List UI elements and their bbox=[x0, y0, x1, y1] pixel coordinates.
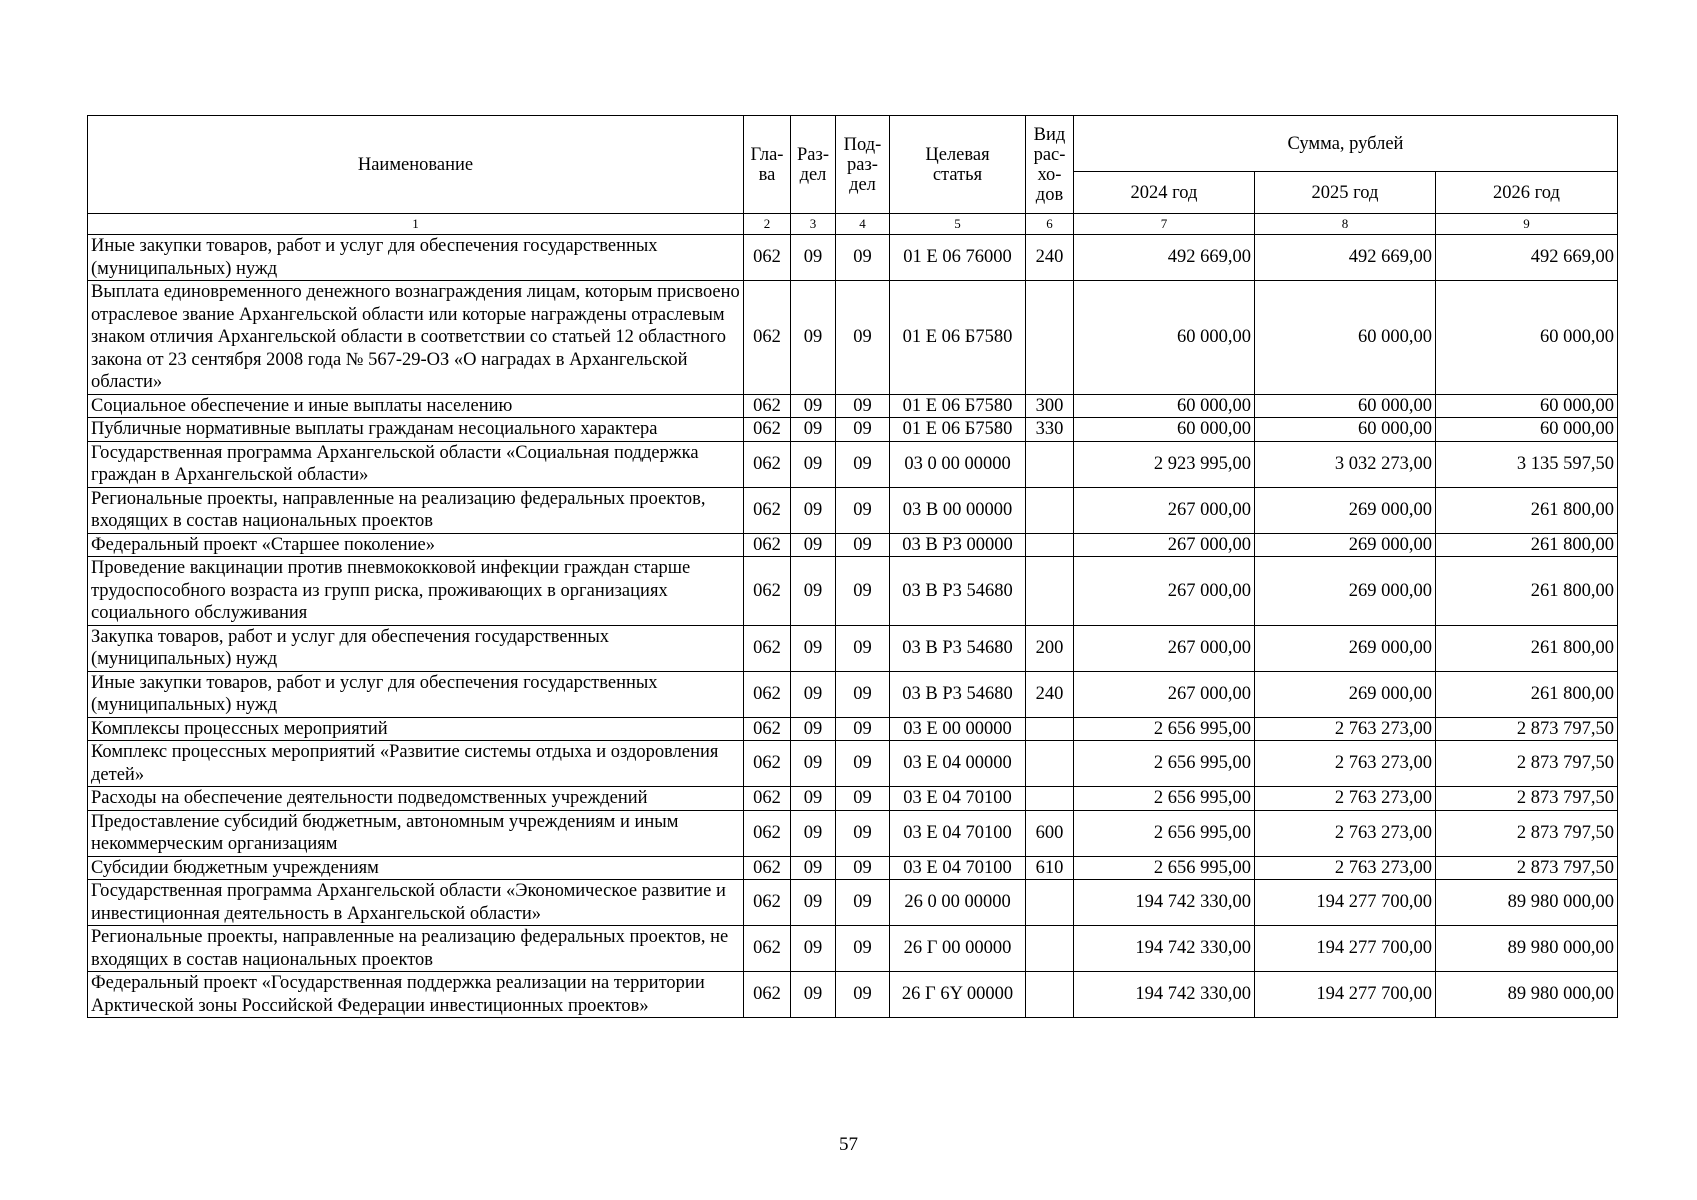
table-row bbox=[88, 394, 1618, 418]
header-year-2025: 2025 год bbox=[1255, 172, 1436, 214]
row-name: Иные закупки товаров, работ и услуг для обеспечения государственных (муниципальных) нужд bbox=[88, 235, 744, 281]
row-glava: 062 bbox=[744, 810, 791, 856]
table-row bbox=[88, 856, 1618, 880]
row-sum-2025: 492 669,00 bbox=[1255, 235, 1436, 281]
column-number: 6 bbox=[1026, 214, 1074, 235]
row-name: Публичные нормативные выплаты гражданам несоциального характера bbox=[88, 418, 744, 442]
row-name: Предоставление субсидий бюджетным, автономным учреждениям и иным некоммерческим организациям bbox=[88, 810, 744, 856]
row-sum-2024: 267 000,00 bbox=[1074, 625, 1255, 671]
table-row bbox=[88, 787, 1618, 811]
column-number: 9 bbox=[1436, 214, 1618, 235]
row-sum-2024: 2 656 995,00 bbox=[1074, 810, 1255, 856]
row-target: 03 В 00 00000 bbox=[890, 487, 1026, 533]
row-sum-2025: 2 763 273,00 bbox=[1255, 717, 1436, 741]
row-podrazdel: 09 bbox=[836, 441, 890, 487]
row-podrazdel: 09 bbox=[836, 487, 890, 533]
row-sum-2024: 267 000,00 bbox=[1074, 487, 1255, 533]
row-razdel: 09 bbox=[791, 281, 836, 395]
row-name: Расходы на обеспечение деятельности подведомственных учреждений bbox=[88, 787, 744, 811]
row-razdel: 09 bbox=[791, 856, 836, 880]
header-target bbox=[890, 116, 1026, 214]
row-podrazdel: 09 bbox=[836, 394, 890, 418]
row-sum-2026: 261 800,00 bbox=[1436, 557, 1618, 626]
header-podrazdel-text: Под- раз- дел bbox=[843, 134, 882, 195]
row-sum-2026: 261 800,00 bbox=[1436, 671, 1618, 717]
row-sum-2026: 2 873 797,50 bbox=[1436, 787, 1618, 811]
row-sum-2024: 194 742 330,00 bbox=[1074, 972, 1255, 1018]
table-body bbox=[88, 235, 1618, 1018]
row-glava: 062 bbox=[744, 625, 791, 671]
row-razdel: 09 bbox=[791, 557, 836, 626]
row-razdel: 09 bbox=[791, 533, 836, 557]
row-sum-2026: 261 800,00 bbox=[1436, 487, 1618, 533]
row-name: Государственная программа Архангельской области «Социальная поддержка граждан в Архангельской области» bbox=[88, 441, 744, 487]
row-vid: 600 bbox=[1026, 810, 1074, 856]
row-target: 03 Е 04 70100 bbox=[890, 810, 1026, 856]
row-target: 03 В Р3 54680 bbox=[890, 625, 1026, 671]
column-number: 5 bbox=[890, 214, 1026, 235]
page-number: 57 bbox=[839, 1134, 858, 1155]
row-sum-2025: 269 000,00 bbox=[1255, 533, 1436, 557]
row-podrazdel: 09 bbox=[836, 926, 890, 972]
row-vid: 330 bbox=[1026, 418, 1074, 442]
column-number: 1 bbox=[88, 214, 744, 235]
row-sum-2026: 261 800,00 bbox=[1436, 625, 1618, 671]
row-sum-2024: 2 656 995,00 bbox=[1074, 856, 1255, 880]
row-target: 03 В Р3 54680 bbox=[890, 671, 1026, 717]
row-sum-2026: 89 980 000,00 bbox=[1436, 926, 1618, 972]
row-vid bbox=[1026, 741, 1074, 787]
row-sum-2026: 492 669,00 bbox=[1436, 235, 1618, 281]
row-sum-2024: 2 656 995,00 bbox=[1074, 787, 1255, 811]
row-name: Иные закупки товаров, работ и услуг для обеспечения государственных (муниципальных) нужд bbox=[88, 671, 744, 717]
row-razdel: 09 bbox=[791, 972, 836, 1018]
row-target: 01 Е 06 Б7580 bbox=[890, 394, 1026, 418]
row-name: Проведение вакцинации против пневмококковой инфекции граждан старше трудоспособного возраста из групп риска, проживающих в организациях социального обслуживания bbox=[88, 557, 744, 626]
table-row bbox=[88, 810, 1618, 856]
row-razdel: 09 bbox=[791, 671, 836, 717]
row-sum-2025: 2 763 273,00 bbox=[1255, 741, 1436, 787]
row-vid: 240 bbox=[1026, 671, 1074, 717]
row-sum-2025: 60 000,00 bbox=[1255, 418, 1436, 442]
row-name: Социальное обеспечение и иные выплаты населению bbox=[88, 394, 744, 418]
header-vid bbox=[1026, 116, 1074, 214]
row-vid bbox=[1026, 557, 1074, 626]
row-razdel: 09 bbox=[791, 880, 836, 926]
row-target: 01 Е 06 Б7580 bbox=[890, 418, 1026, 442]
row-sum-2025: 2 763 273,00 bbox=[1255, 856, 1436, 880]
column-number: 7 bbox=[1074, 214, 1255, 235]
row-sum-2024: 2 656 995,00 bbox=[1074, 741, 1255, 787]
column-number-row bbox=[88, 214, 1618, 235]
header-vid-text: Вид рас- хо- дов bbox=[1033, 124, 1066, 205]
row-podrazdel: 09 bbox=[836, 625, 890, 671]
row-vid bbox=[1026, 972, 1074, 1018]
row-razdel: 09 bbox=[791, 418, 836, 442]
row-target: 26 Г 6Y 00000 bbox=[890, 972, 1026, 1018]
row-vid: 300 bbox=[1026, 394, 1074, 418]
header-razdel-text: Раз- дел bbox=[797, 144, 829, 185]
row-name: Федеральный проект «Государственная поддержка реализации на территории Арктической зоны Российской Федерации инвестиционных проектов» bbox=[88, 972, 744, 1018]
row-sum-2024: 60 000,00 bbox=[1074, 394, 1255, 418]
table-row bbox=[88, 880, 1618, 926]
row-glava: 062 bbox=[744, 533, 791, 557]
row-sum-2024: 267 000,00 bbox=[1074, 557, 1255, 626]
table-row bbox=[88, 235, 1618, 281]
row-target: 03 В Р3 00000 bbox=[890, 533, 1026, 557]
column-number: 8 bbox=[1255, 214, 1436, 235]
row-target: 01 Е 06 76000 bbox=[890, 235, 1026, 281]
row-glava: 062 bbox=[744, 557, 791, 626]
table-row bbox=[88, 557, 1618, 626]
row-vid bbox=[1026, 787, 1074, 811]
row-vid: 200 bbox=[1026, 625, 1074, 671]
row-sum-2026: 3 135 597,50 bbox=[1436, 441, 1618, 487]
row-podrazdel: 09 bbox=[836, 972, 890, 1018]
row-sum-2025: 2 763 273,00 bbox=[1255, 810, 1436, 856]
row-razdel: 09 bbox=[791, 235, 836, 281]
row-sum-2025: 194 277 700,00 bbox=[1255, 926, 1436, 972]
row-vid: 610 bbox=[1026, 856, 1074, 880]
table-row bbox=[88, 972, 1618, 1018]
row-vid bbox=[1026, 533, 1074, 557]
row-razdel: 09 bbox=[791, 741, 836, 787]
row-sum-2024: 2 656 995,00 bbox=[1074, 717, 1255, 741]
row-glava: 062 bbox=[744, 741, 791, 787]
table-row bbox=[88, 717, 1618, 741]
row-name: Закупка товаров, работ и услуг для обеспечения государственных (муниципальных) нужд bbox=[88, 625, 744, 671]
budget-table bbox=[87, 115, 1618, 1018]
row-razdel: 09 bbox=[791, 926, 836, 972]
row-name: Федеральный проект «Старшее поколение» bbox=[88, 533, 744, 557]
header-sum-text: Сумма, рублей bbox=[1287, 133, 1404, 154]
row-name: Региональные проекты, направленные на реализацию федеральных проектов, не входящих в состав национальных проектов bbox=[88, 926, 744, 972]
row-sum-2024: 492 669,00 bbox=[1074, 235, 1255, 281]
row-sum-2024: 2 923 995,00 bbox=[1074, 441, 1255, 487]
row-razdel: 09 bbox=[791, 787, 836, 811]
row-vid bbox=[1026, 487, 1074, 533]
row-sum-2024: 267 000,00 bbox=[1074, 671, 1255, 717]
header-year-2024: 2024 год bbox=[1074, 172, 1255, 214]
row-glava: 062 bbox=[744, 394, 791, 418]
header-glava-text: Гла- ва bbox=[750, 144, 784, 185]
row-podrazdel: 09 bbox=[836, 741, 890, 787]
row-sum-2025: 269 000,00 bbox=[1255, 671, 1436, 717]
row-name: Выплата единовременного денежного вознаграждения лицам, которым присвоено отраслевое звание Архангельской области или которые награждены отраслевым знаком отличия Архангельской области в соответствии со статьей 12 областного закона от 23 сентября 2008 года № 567-29-ОЗ «О наградах в Архангельской области» bbox=[88, 281, 744, 395]
row-vid bbox=[1026, 717, 1074, 741]
row-glava: 062 bbox=[744, 487, 791, 533]
row-glava: 062 bbox=[744, 281, 791, 395]
table-row bbox=[88, 418, 1618, 442]
row-podrazdel: 09 bbox=[836, 235, 890, 281]
row-razdel: 09 bbox=[791, 394, 836, 418]
row-target: 26 0 00 00000 bbox=[890, 880, 1026, 926]
header-glava bbox=[744, 116, 791, 214]
row-target: 26 Г 00 00000 bbox=[890, 926, 1026, 972]
row-sum-2026: 89 980 000,00 bbox=[1436, 972, 1618, 1018]
table-row bbox=[88, 625, 1618, 671]
row-sum-2026: 2 873 797,50 bbox=[1436, 741, 1618, 787]
table-row bbox=[88, 741, 1618, 787]
row-sum-2024: 267 000,00 bbox=[1074, 533, 1255, 557]
row-sum-2026: 89 980 000,00 bbox=[1436, 880, 1618, 926]
row-razdel: 09 bbox=[791, 441, 836, 487]
row-sum-2025: 194 277 700,00 bbox=[1255, 880, 1436, 926]
row-sum-2025: 269 000,00 bbox=[1255, 557, 1436, 626]
row-vid bbox=[1026, 281, 1074, 395]
row-razdel: 09 bbox=[791, 810, 836, 856]
row-name: Субсидии бюджетным учреждениям bbox=[88, 856, 744, 880]
row-sum-2026: 2 873 797,50 bbox=[1436, 856, 1618, 880]
row-glava: 062 bbox=[744, 418, 791, 442]
row-sum-2025: 194 277 700,00 bbox=[1255, 972, 1436, 1018]
row-vid bbox=[1026, 880, 1074, 926]
row-name: Региональные проекты, направленные на реализацию федеральных проектов, входящих в состав национальных проектов bbox=[88, 487, 744, 533]
row-podrazdel: 09 bbox=[836, 533, 890, 557]
row-glava: 062 bbox=[744, 671, 791, 717]
header-target-text: Целевая статья bbox=[925, 144, 990, 185]
table-row bbox=[88, 281, 1618, 395]
row-sum-2024: 194 742 330,00 bbox=[1074, 880, 1255, 926]
row-sum-2025: 269 000,00 bbox=[1255, 487, 1436, 533]
row-glava: 062 bbox=[744, 926, 791, 972]
row-sum-2026: 60 000,00 bbox=[1436, 281, 1618, 395]
row-podrazdel: 09 bbox=[836, 281, 890, 395]
row-sum-2025: 3 032 273,00 bbox=[1255, 441, 1436, 487]
row-sum-2026: 2 873 797,50 bbox=[1436, 717, 1618, 741]
row-podrazdel: 09 bbox=[836, 557, 890, 626]
table-row bbox=[88, 671, 1618, 717]
header-razdel bbox=[791, 116, 836, 214]
row-razdel: 09 bbox=[791, 487, 836, 533]
table-row bbox=[88, 487, 1618, 533]
row-target: 03 Е 04 70100 bbox=[890, 856, 1026, 880]
row-podrazdel: 09 bbox=[836, 880, 890, 926]
row-vid: 240 bbox=[1026, 235, 1074, 281]
row-podrazdel: 09 bbox=[836, 418, 890, 442]
row-sum-2024: 60 000,00 bbox=[1074, 418, 1255, 442]
column-number: 4 bbox=[836, 214, 890, 235]
header-name bbox=[88, 116, 744, 214]
row-sum-2026: 60 000,00 bbox=[1436, 394, 1618, 418]
row-sum-2025: 269 000,00 bbox=[1255, 625, 1436, 671]
row-glava: 062 bbox=[744, 441, 791, 487]
row-sum-2025: 2 763 273,00 bbox=[1255, 787, 1436, 811]
row-name: Государственная программа Архангельской области «Экономическое развитие и инвестиционная деятельность в Архангельской области» bbox=[88, 880, 744, 926]
row-target: 03 В Р3 54680 bbox=[890, 557, 1026, 626]
header-name-text: Наименование bbox=[357, 154, 474, 175]
header-sum bbox=[1074, 116, 1618, 172]
row-name: Комплекс процессных мероприятий «Развитие системы отдыха и оздоровления детей» bbox=[88, 741, 744, 787]
row-target: 03 Е 04 70100 bbox=[890, 787, 1026, 811]
row-glava: 062 bbox=[744, 972, 791, 1018]
row-podrazdel: 09 bbox=[836, 856, 890, 880]
row-glava: 062 bbox=[744, 717, 791, 741]
row-podrazdel: 09 bbox=[836, 671, 890, 717]
row-sum-2024: 194 742 330,00 bbox=[1074, 926, 1255, 972]
table-row bbox=[88, 533, 1618, 557]
row-target: 03 0 00 00000 bbox=[890, 441, 1026, 487]
row-glava: 062 bbox=[744, 856, 791, 880]
row-vid bbox=[1026, 926, 1074, 972]
row-vid bbox=[1026, 441, 1074, 487]
row-sum-2025: 60 000,00 bbox=[1255, 394, 1436, 418]
row-target: 03 Е 00 00000 bbox=[890, 717, 1026, 741]
row-sum-2024: 60 000,00 bbox=[1074, 281, 1255, 395]
row-target: 01 Е 06 Б7580 bbox=[890, 281, 1026, 395]
row-glava: 062 bbox=[744, 787, 791, 811]
row-name: Комплексы процессных мероприятий bbox=[88, 717, 744, 741]
table-row bbox=[88, 926, 1618, 972]
row-podrazdel: 09 bbox=[836, 717, 890, 741]
row-sum-2026: 2 873 797,50 bbox=[1436, 810, 1618, 856]
row-target: 03 Е 04 00000 bbox=[890, 741, 1026, 787]
table-row bbox=[88, 441, 1618, 487]
header-podrazdel bbox=[836, 116, 890, 214]
row-sum-2026: 261 800,00 bbox=[1436, 533, 1618, 557]
row-podrazdel: 09 bbox=[836, 810, 890, 856]
column-number: 2 bbox=[744, 214, 791, 235]
row-podrazdel: 09 bbox=[836, 787, 890, 811]
row-sum-2025: 60 000,00 bbox=[1255, 281, 1436, 395]
column-number: 3 bbox=[791, 214, 836, 235]
row-sum-2026: 60 000,00 bbox=[1436, 418, 1618, 442]
row-glava: 062 bbox=[744, 880, 791, 926]
row-razdel: 09 bbox=[791, 625, 836, 671]
row-razdel: 09 bbox=[791, 717, 836, 741]
header-year-2026: 2026 год bbox=[1436, 172, 1618, 214]
row-glava: 062 bbox=[744, 235, 791, 281]
